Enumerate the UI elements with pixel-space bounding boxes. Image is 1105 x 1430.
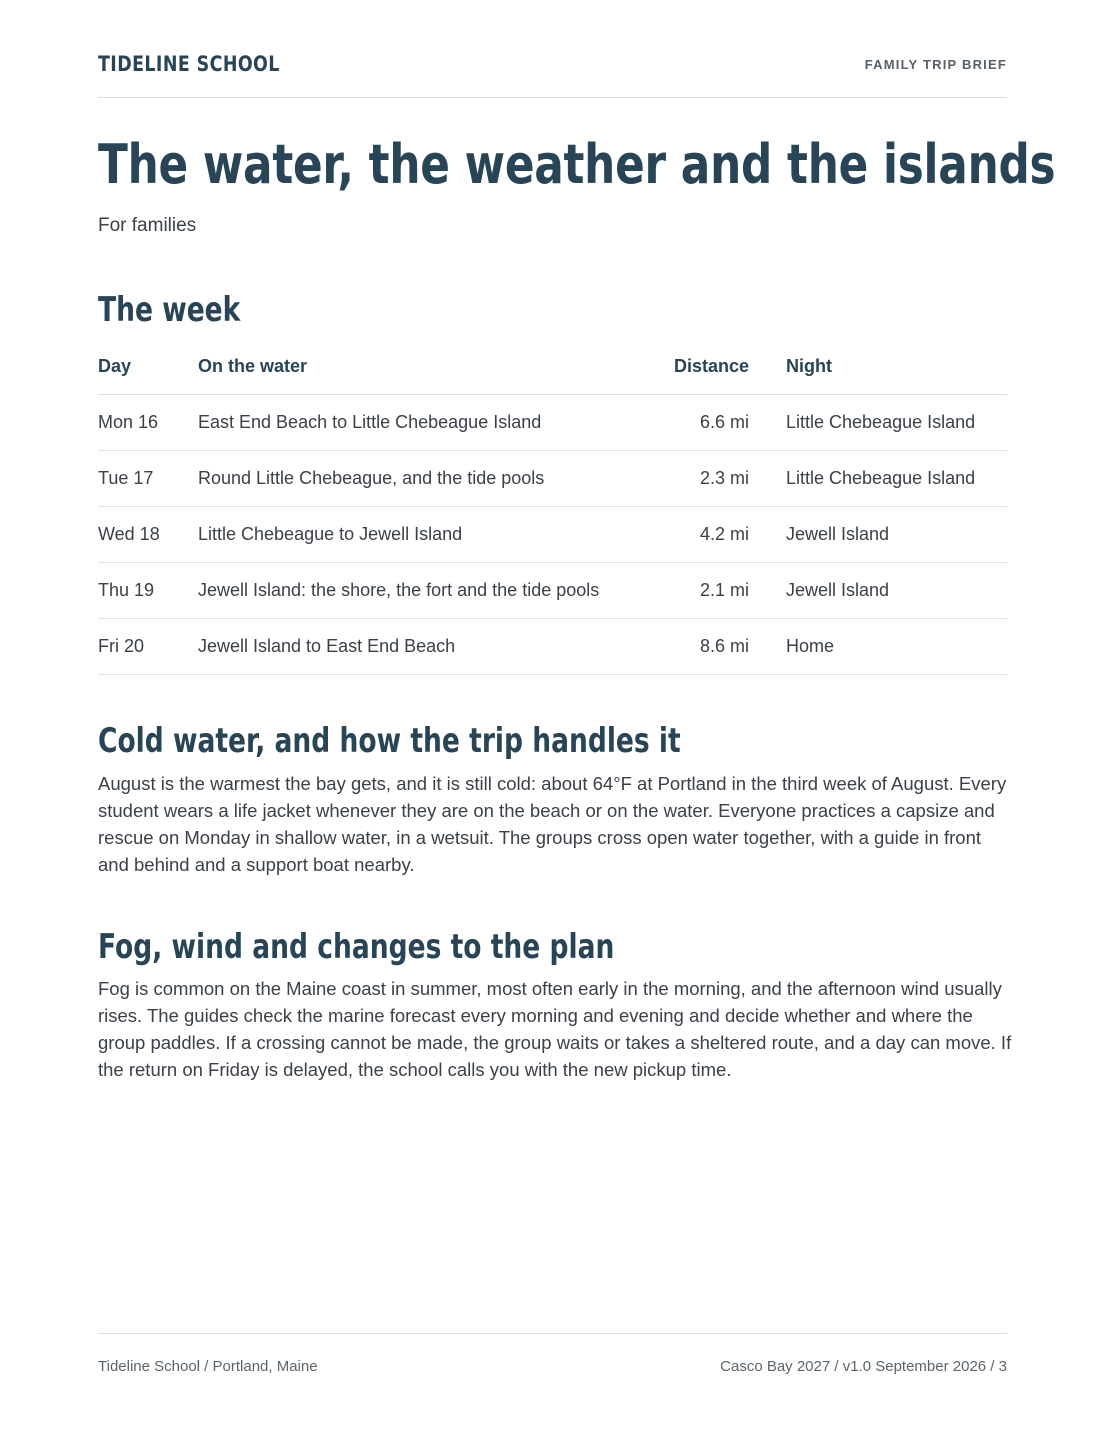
- week-table: [98, 339, 1007, 675]
- column-header-night: Night: [786, 339, 1007, 395]
- fog-paragraph: Fog is common on the Maine coast in summer, most often early in the morning, and the afternoon wind usually rises. The guides check the marine forecast every morning and evening and decide whether and where the group paddles. If a crossing cannot be made, the group waits or takes a sheltered route, and a day can move. If the return on Friday is delayed, the school calls you with the new pickup time.: [98, 978, 1012, 1080]
- column-header-water: On the water: [198, 339, 668, 395]
- cell-day: Mon 16: [98, 395, 198, 451]
- cell-distance: 2.3 mi: [668, 451, 749, 507]
- table-header-row: [98, 339, 1007, 395]
- cell-night: Home: [786, 619, 1007, 675]
- cell-day: Wed 18: [98, 507, 198, 563]
- cell-water: East End Beach to Little Chebeague Island: [198, 395, 668, 451]
- cell-spacer: [749, 563, 786, 619]
- cell-spacer: [749, 507, 786, 563]
- document-label: FAMILY TRIP BRIEF: [864, 57, 1007, 72]
- cell-water: Little Chebeague to Jewell Island: [198, 507, 668, 563]
- cell-day: Thu 19: [98, 563, 198, 619]
- cell-night: Little Chebeague Island: [786, 395, 1007, 451]
- table-row: [98, 451, 1007, 507]
- fog-heading: Fog, wind and changes to the plan: [98, 927, 615, 967]
- cell-night: Jewell Island: [786, 507, 1007, 563]
- column-header-day: Day: [98, 339, 198, 395]
- footer-version-page: Casco Bay 2027 / v1.0 September 2026 / 3: [720, 1358, 1007, 1375]
- week-heading: The week: [98, 290, 241, 330]
- footer-school: Tideline School / Portland, Maine: [98, 1358, 318, 1375]
- cell-distance: 8.6 mi: [668, 619, 749, 675]
- column-header-distance: Distance: [668, 339, 749, 395]
- cell-day: Fri 20: [98, 619, 198, 675]
- cold-water-heading: Cold water, and how the trip handles it: [98, 721, 681, 761]
- cell-distance: 2.1 mi: [668, 563, 749, 619]
- cell-night: Jewell Island: [786, 563, 1007, 619]
- page-title: The water, the weather and the islands: [98, 133, 1056, 196]
- cell-distance: 6.6 mi: [668, 395, 749, 451]
- cell-water: Round Little Chebeague, and the tide pools: [198, 451, 668, 507]
- table-row: [98, 395, 1007, 451]
- cell-night: Little Chebeague Island: [786, 451, 1007, 507]
- column-spacer: [749, 339, 786, 395]
- cell-distance: 4.2 mi: [668, 507, 749, 563]
- cell-water: Jewell Island to East End Beach: [198, 619, 668, 675]
- cell-spacer: [749, 619, 786, 675]
- table-row: [98, 619, 1007, 675]
- cell-water: Jewell Island: the shore, the fort and the tide pools: [198, 563, 668, 619]
- table-row: [98, 563, 1007, 619]
- cold-water-paragraph: August is the warmest the bay gets, and it is still cold: about 64°F at Portland in the third week of August. Every student wears a life jacket whenever they are on the beach or on the water. Everyone practices a capsize and rescue on Monday in shallow water, in a wetsuit. The groups cross open water together, with a guide in front and behind and a support boat nearby.: [98, 773, 1007, 875]
- table-row: [98, 507, 1007, 563]
- cell-spacer: [749, 395, 786, 451]
- cell-spacer: [749, 451, 786, 507]
- brand-name: TIDELINE SCHOOL: [98, 52, 280, 76]
- page-header: [98, 50, 1007, 98]
- page-subtitle: For families: [98, 215, 197, 236]
- page-footer: [98, 1333, 1007, 1375]
- cell-day: Tue 17: [98, 451, 198, 507]
